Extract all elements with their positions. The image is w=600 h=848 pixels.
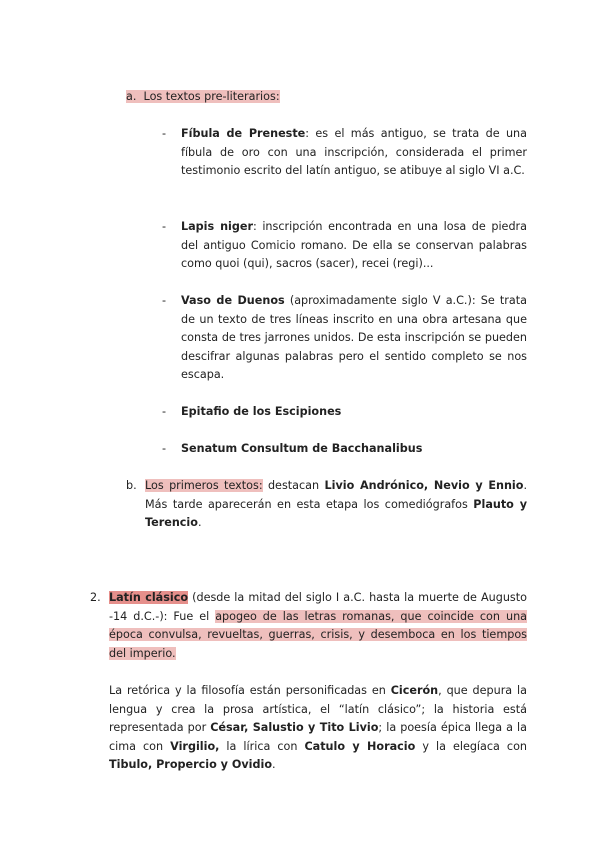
section-b-paragraph: Los primeros textos: destacan Livio Andrónico, Nevio y Ennio. Más tarde aparecerán en esta etapa los comediógrafos Plauto y Terencio. (145, 479, 527, 530)
section-2-paragraph-authors: La retórica y la filosofía están personificadas en Cicerón, que depura la lengua y crea la prosa artística, el “latín clásico”; la historia está representada por César, Salustio y Tito Livio; la poesía épica llega a la cima con Virgilio, la lírica con Catulo y Horacio y la elegíaca con Tibulo, Propercio y Ovidio. (109, 684, 528, 772)
section-a-heading: a. Los textos pre-literarios: (126, 90, 280, 103)
section-2-heading: Latín clásico (109, 591, 189, 604)
list-item-fibula: Fíbula de Preneste: es el más antiguo, se trata de una fíbula de oro con una inscripción, considerada el primer testimonio escrito del latín antiguo, se atibuye al siglo VI a.C. (181, 127, 527, 178)
list-item-lapis-niger: Lapis niger: inscripción encontrada en una losa de piedra del antiguo Comicio romano. De ella se conservan palabras como quoi (qui), sacros (sacer), recei (regi)... (181, 220, 527, 271)
bullet-dash: - (162, 127, 167, 140)
section-2-marker: 2. (90, 591, 101, 604)
bullet-dash: - (162, 442, 167, 455)
section-b-heading: Los primeros textos: (145, 479, 263, 492)
list-item-vaso-duenos: Vaso de Duenos (aproximadamente siglo V a.C.): Se trata de un texto de tres líneas inscrito en una obra artesana que consta de tres jarrones unidos. De esta inscripción se pueden descifrar algunas palabras pero el sentido completo se nos escapa. (181, 294, 527, 382)
section-2-paragraph: Latín clásico (desde la mitad del siglo I a.C. hasta la muerte de Augusto -14 d.C.-): Fue el apogeo de las letras romanas, que coincide con una época convulsa, revueltas, guerras, crisis, y desemboca en los tiempos del imperio. (109, 591, 528, 660)
bullet-dash: - (162, 294, 167, 307)
bullet-dash: - (162, 220, 167, 233)
section-b-marker: b. (126, 479, 137, 492)
bullet-dash: - (162, 405, 167, 418)
list-item-senatum: Senatum Consultum de Bacchanalibus (181, 442, 423, 455)
list-item-epitafio: Epitafio de los Escipiones (181, 405, 342, 418)
